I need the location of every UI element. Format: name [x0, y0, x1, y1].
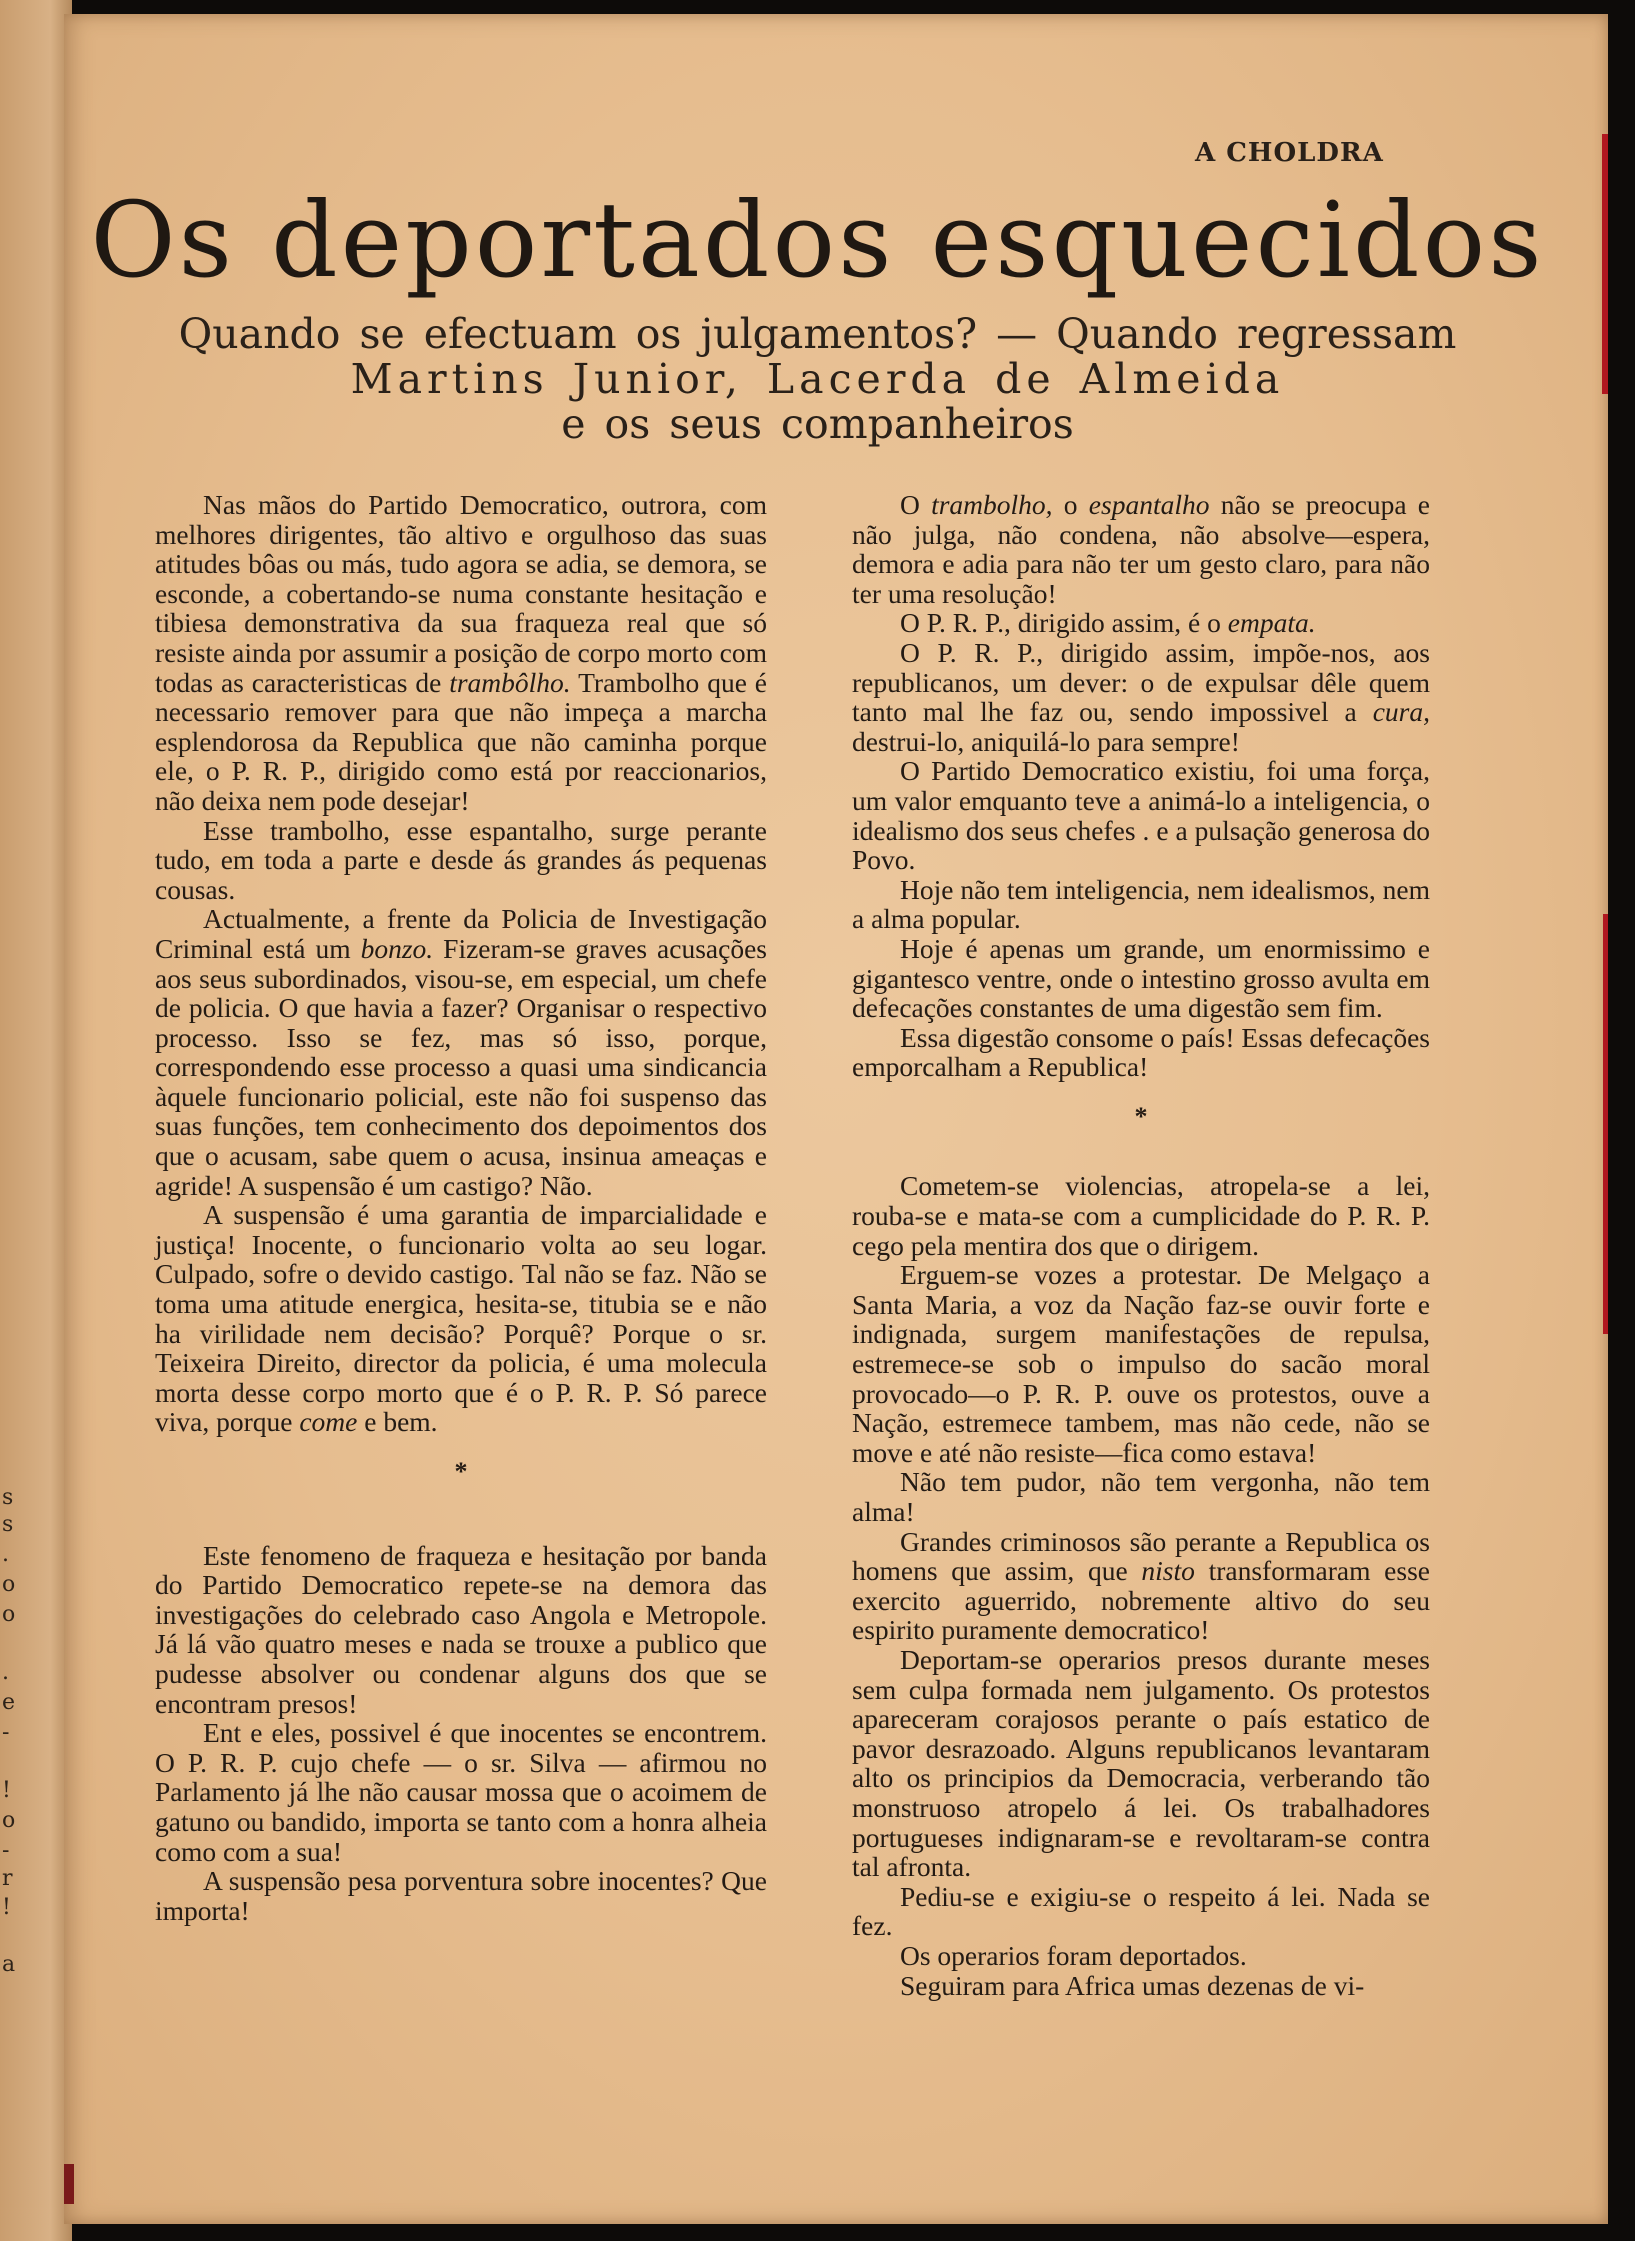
margin-letter: . — [2, 1542, 9, 1567]
article-column-left — [155, 490, 767, 1925]
paragraph: Actualmente, a frente da Policia de Investigação Criminal está um bonzo. Fizeram-se graves acusações aos seus subordinados, visou-se, em especial, um chefe de policia. O que havia a fazer? Organisar o respectivo processo. Isso se fez, mas só isso, porque, correspondendo esse processo a quasi uma sindicancia àquele funcionario policial, este não foi suspenso das suas funções, tem conhecimento dos depoimentos dos que o acusam, sabe quem o acusa, insinua ameaças e agride! A suspensão é um castigo? Não. — [155, 903, 767, 1201]
subtitle-line: e os seus companheiros — [561, 400, 1074, 448]
article-title: Os deportados esquecidos — [90, 179, 1545, 301]
paragraph: Hoje é apenas um grande, um enormissimo e gigantesco ventre, onde o intestino grosso avulta em defecações constantes de uma digestão sem fim. — [852, 932, 1430, 1024]
paragraph: Ent e eles, possivel é que inocentes se encontrem. O P. R. P. cujo chefe — o sr. Silva — afirmou no Parlamento já lhe não causar mossa que o acoimem de gatuno ou bandido, importa se tanto com a honra alheia como com a sua! — [155, 1717, 767, 1867]
margin-letter: s — [2, 1512, 14, 1537]
margin-letter: ! — [2, 1895, 11, 1920]
paragraph: Hoje não tem inteligencia, nem idealismos, nem a alma popular. — [852, 873, 1430, 935]
subtitle-line: Martins Junior, Lacerda de Almeida — [350, 355, 1285, 403]
page-edge-mark — [64, 2164, 74, 2204]
paragraph: Cometem-se violencias, atropela-se a lei, rouba-se e mata-se com a cumplicidade do P. R. P. cego pela mentira dos que o dirigem. — [852, 1170, 1430, 1261]
paragraph: Seguiram para Africa umas dezenas de vi- — [900, 1969, 1365, 2001]
margin-letter: r — [2, 1866, 13, 1891]
paragraph: Não tem pudor, não tem vergonha, não tem alma! — [852, 1466, 1430, 1527]
paragraph: O P. R. P., dirigido assim, é o empata. — [900, 607, 1316, 639]
section-separator: * — [454, 1457, 468, 1486]
paragraph: A suspensão é uma garantia de imparcialidade e justiça! Inocente, o funcionario volta ao seu logar. Culpado, sofre o devido castigo. Tal não se faz. Não se toma uma atitude energica, hesita-se, titubia se e não ha virilidade nem decisão? Porquê? Porque o sr. Teixeira Direito, director da policia, é uma molecula morta desse corpo morto que é o P. R. P. Só parece viva, porque come e bem. — [155, 1199, 767, 1438]
paragraph: A suspensão pesa porventura sobre inocentes? Que importa! — [155, 1865, 767, 1926]
paragraph: O Partido Democratico existiu, foi uma força, um valor emquanto teve a animá-lo a inteligencia, o idealismo dos seus chefes . e a pulsação generosa do Povo. — [852, 755, 1430, 876]
paragraph: O trambolho, o espantalho não se preocupa e não julga, não condena, não absolve—espera, demora e adia para não ter um gesto claro, para não ter uma resolução! — [852, 489, 1430, 609]
margin-letter: - — [2, 1838, 10, 1863]
subtitle-line: Quando se efectuam os julgamentos? — Quando regressam — [178, 310, 1457, 358]
paragraph: O P. R. P., dirigido assim, impõe-nos, aos republicanos, um dever: o de expulsar dêle quem tanto mal lhe faz ou, sendo impossivel a cura, destrui-lo, aniquilá-lo para sempre! — [852, 636, 1430, 757]
paragraph: Pediu-se e exigiu-se o respeito á lei. Nada se fez. — [852, 1880, 1430, 1942]
paragraph: Nas mãos do Partido Democratico, outrora, com melhores dirigentes, tão altivo e orgulhoso das suas atitudes bôas ou más, tudo agora se adia, se demora, se esconde, a cobertando-se numa constante hesitação e tibiesa demonstrativa da sua fraqueza real que só resiste ainda por assumir a posição de corpo morto com todas as caracteristicas de trambôlho. Trambolho que é necessario remover para que não impeça a marcha esplendorosa da Republica que não caminha porque ele, o P. R. P., dirigido como está por reaccionarios, não deixa nem pode desejar! — [155, 489, 768, 816]
margin-letter: o — [2, 1808, 16, 1833]
paragraph: Deportam-se operarios presos durante meses sem culpa formada nem julgamento. Os protestos apareceram corajosos perante o país estatico de pavor desrazoado. Alguns republicanos levantaram alto os principios da Democracia, verberando tão monstruoso atropelo á lei. Os trabalhadores portugueses indignaram-se e revoltaram-se contra tal afronta. — [852, 1643, 1430, 1883]
page-edge-mark — [1603, 914, 1608, 1334]
article-column-right — [852, 490, 1430, 2000]
margin-letter: ! — [2, 1778, 11, 1803]
running-head: A CHOLDRA — [1195, 138, 1384, 168]
margin-letter: a — [2, 1952, 16, 1977]
paragraph: Os operarios foram deportados. — [900, 1939, 1247, 1971]
margin-letter: - — [2, 1720, 10, 1745]
margin-letter: o — [2, 1572, 16, 1597]
margin-letter: e — [2, 1690, 16, 1715]
paragraph: Erguem-se vozes a protestar. De Melgaço a Santa Maria, a voz da Nação faz-se ouvir forte e indignada, surgem manifestações de repulsa, estremece-se sob o impulso do sacão moral provocado—o P. R. P. ouve os protestos, ouve a Nação, estremece tambem, mas não cede, não se move e até não resiste—fica como estava! — [852, 1259, 1430, 1468]
article-subtitle — [0, 312, 1635, 447]
margin-letter: o — [2, 1602, 16, 1627]
margin-letter: . — [2, 1660, 9, 1685]
paragraph: Esse trambolho, esse espantalho, surge perante tudo, em toda a parte e desde ás grandes ás pequenas cousas. — [155, 814, 767, 905]
paragraph: Essa digestão consome o país! Essas defecações emporcalham a Republica! — [852, 1021, 1430, 1083]
paragraph: Este fenomeno de fraqueza e hesitação por banda do Partido Democratico repete-se na demora das investigações do celebrado caso Angola e Metropole. Já lá vão quatro meses e nada se trouxe a publico que pudesse absolver ou condenar alguns dos que se encontram presos! — [155, 1539, 767, 1719]
margin-letter: s — [2, 1485, 14, 1510]
section-separator: * — [1134, 1101, 1148, 1131]
paragraph: Grandes criminosos são perante a Republica os homens que assim, que nisto transformaram esse exercito aguerrido, nobremente altivo do seu espirito puramente democratico! — [852, 1525, 1430, 1646]
